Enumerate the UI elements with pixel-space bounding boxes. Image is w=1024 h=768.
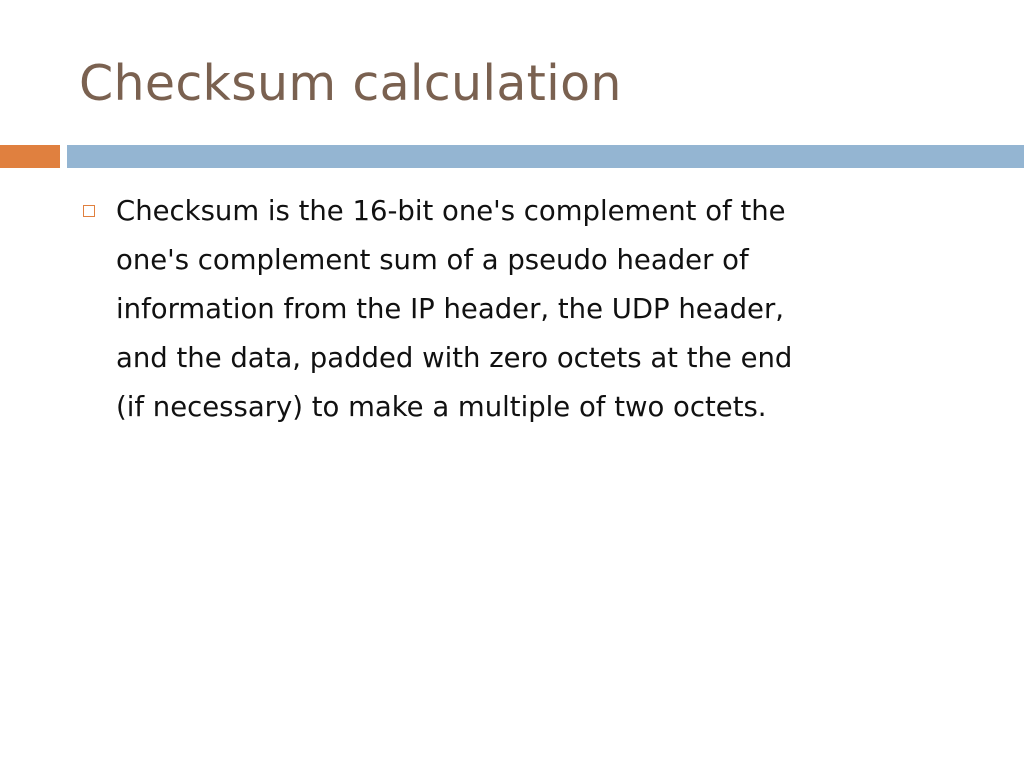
bullet-paragraph	[116, 187, 946, 432]
bullet-line: information from the IP header, the UDP header,	[116, 293, 784, 325]
bullet-line: Checksum is the 16-bit one's complement of the	[116, 195, 786, 227]
accent-bar-blue	[67, 145, 1024, 168]
bullet-line: (if necessary) to make a multiple of two octets.	[116, 391, 767, 423]
bullet-line: one's complement sum of a pseudo header of	[116, 244, 749, 276]
hollow-square-bullet-icon	[83, 205, 95, 217]
bullet-line: and the data, padded with zero octets at the end	[116, 342, 793, 374]
accent-bar-orange	[0, 145, 60, 168]
slide-title: Checksum calculation	[79, 55, 622, 112]
